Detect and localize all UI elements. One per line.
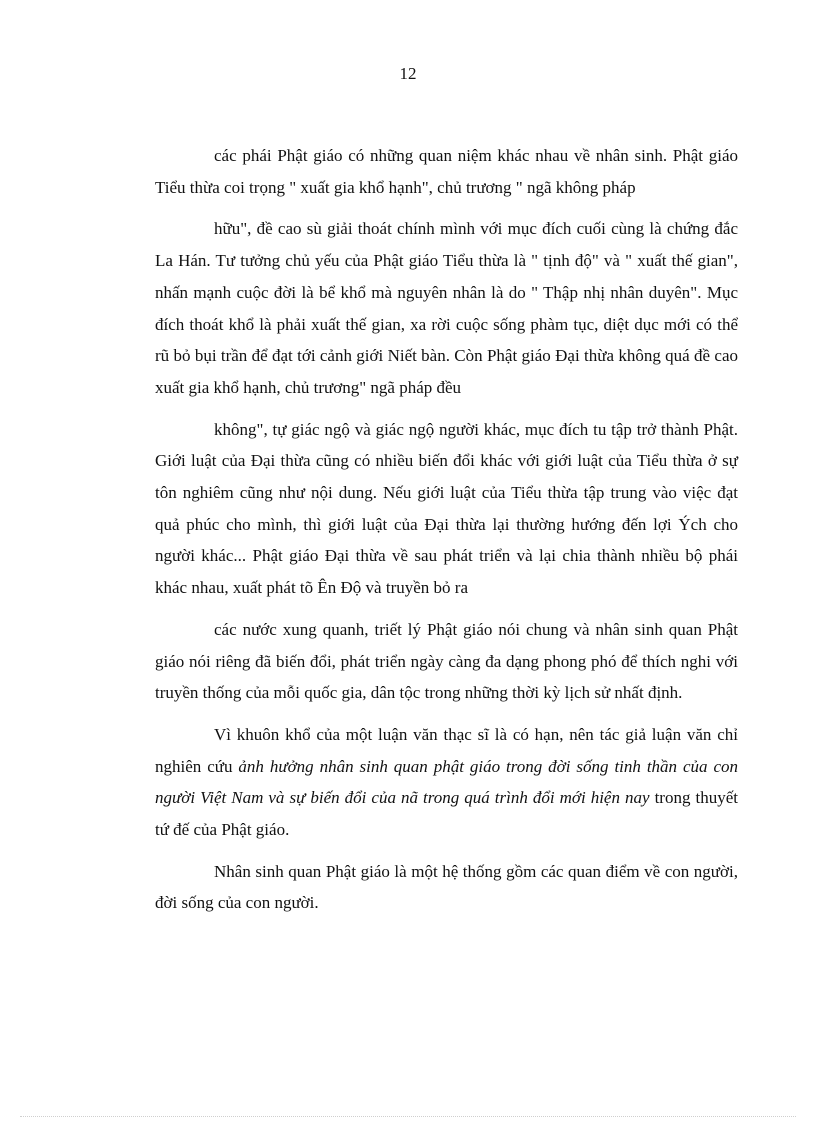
paragraph-1: các phái Phật giáo có những quan niệm khác nhau về nhân sinh. Phật giáo Tiểu thừa coi trọng " xuất gia khổ hạnh", chủ trương " ngã không pháp xyxy=(155,146,738,197)
document-body xyxy=(155,140,738,929)
paragraph-5-italic: ảnh hưởng nhân sinh quan phật giáo trong đời sống tinh thần của con người Việt Nam và sự biến đổi của nã trong quá trình đổi mới hiện nay xyxy=(155,756,738,808)
page-number: 12 xyxy=(399,64,417,83)
paragraph-5-text: Vì khuôn khổ của một luận văn thạc sĩ là có hạn, nên tác giả luận văn chỉ nghiên cứu xyxy=(155,724,738,776)
page-bottom-rule xyxy=(20,1116,796,1117)
paragraph-3: không", tự giác ngộ và giác ngộ người khác, mục đích tu tập trở thành Phật. Giới luật của Đại thừa cũng có nhiều biến đổi khác với giới luật của Tiểu thừa ở sự tôn nghiêm cũng như nội dung. Nếu giới luật của Tiểu thừa tập trung vào việc đạt quả phúc cho mình, thì giới luật của Đại thừa lại thường hướng đến lợi Ých cho người khác... Phật giáo Đại thừa về sau phát triển và lại chia thành nhiều bộ phái khác nhau, xuất phát tõ Ên Độ và truyền bỏ ra xyxy=(155,419,738,598)
paragraph-4: các nước xung quanh, triết lý Phật giáo nói chung và nhân sinh quan Phật giáo nói riêng đã biến đổi, phát triển ngày càng đa dạng phong phó để thích nghi với truyền thống của mỗi quốc gia, dân tộc trong những thời kỳ lịch sử nhất định. xyxy=(155,619,738,703)
paragraph-5-end: trong thuyết tứ đế của Phật giáo. xyxy=(155,788,738,840)
paragraph-6: Nhân sinh quan Phật giáo là một hệ thống gồm các quan điểm về con người, đời sống của con người. xyxy=(155,861,738,913)
paragraph-2: hữu", đề cao sù giải thoát chính mình với mục đích cuối cùng là chứng đắc La Hán. Tư tưởng chủ yếu của Phật giáo Tiểu thừa là " tịnh độ" và " xuất thế gian", nhấn mạnh cuộc đời là bể khổ mà nguyên nhân là do " Thập nhị nhân duyên". Mục đích thoát khổ là phải xuất thế gian, xa rời cuộc sống phàm tục, diệt dục mới có thể rũ bỏ bụi trần để đạt tới cảnh giới Niết bàn. Còn Phật giáo Đại thừa không quá đề cao xuất gia khổ hạnh, chủ trương" ngã pháp đều xyxy=(155,219,738,397)
paragraph-5 xyxy=(155,719,738,846)
